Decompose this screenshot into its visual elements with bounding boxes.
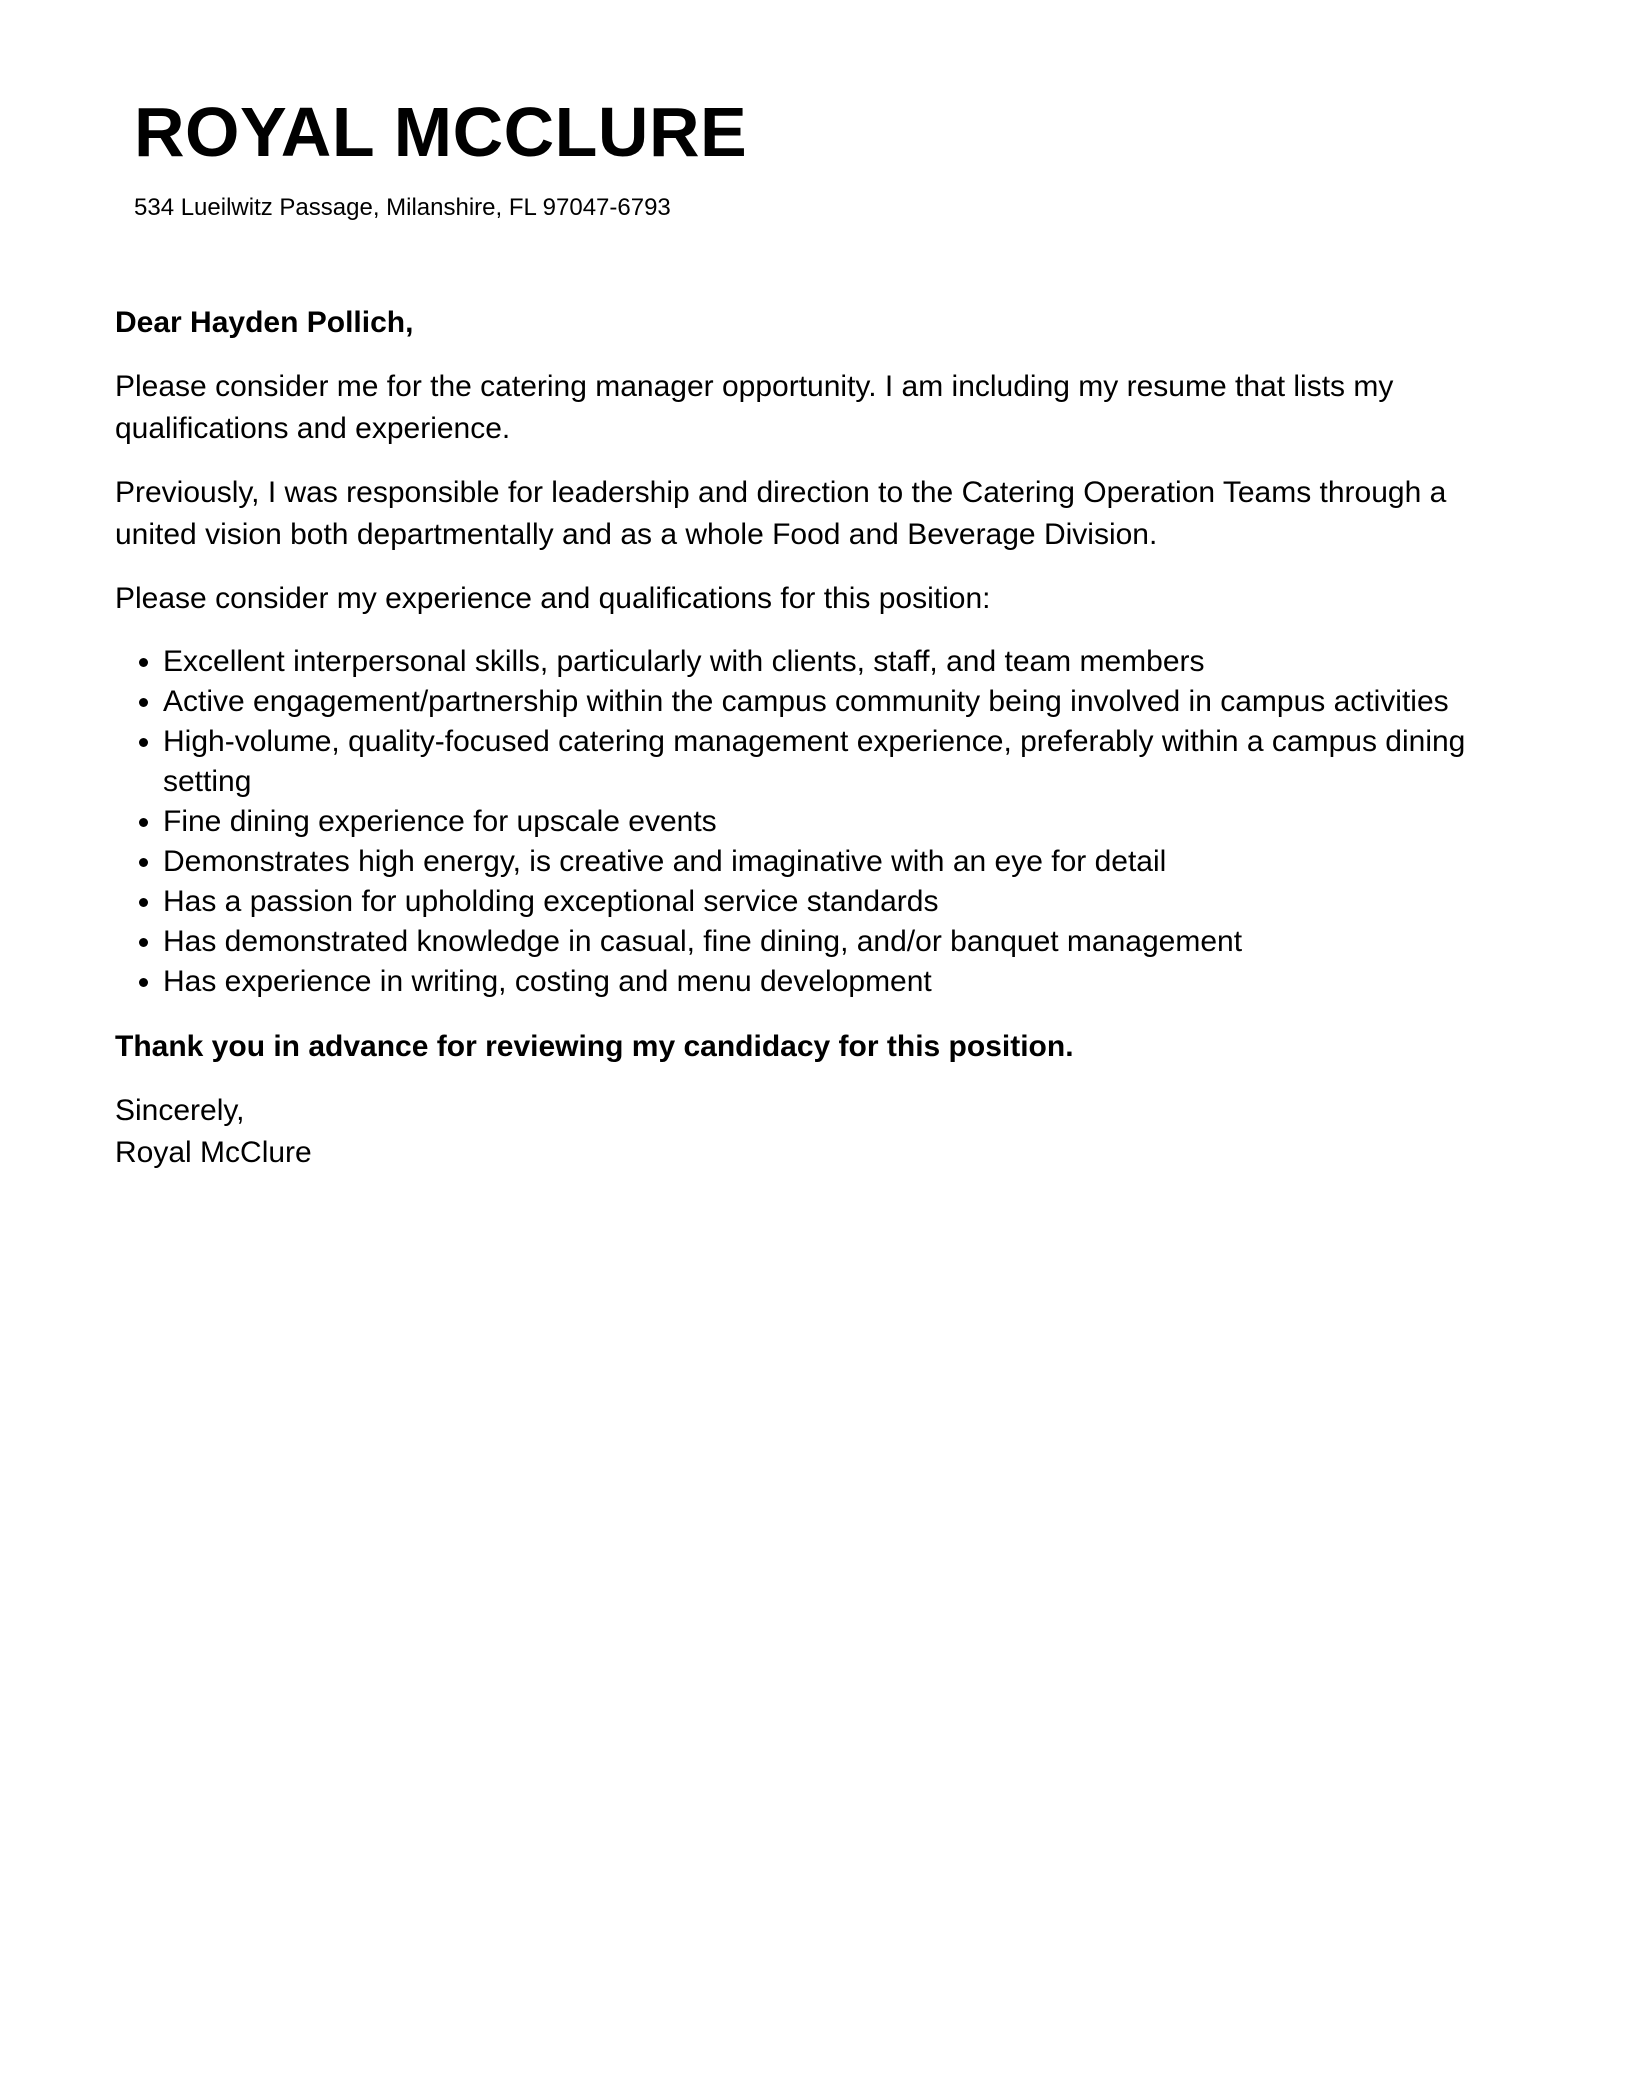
letter-header — [134, 92, 1334, 224]
paragraph-intro: Please consider me for the catering manager opportunity. I am including my resume that lists my qualifications and experience. — [115, 370, 1394, 445]
qualifications-list — [115, 642, 1515, 1002]
signature-name: Royal McClure — [115, 1136, 312, 1169]
paragraph-qualifications-lead: Please consider my experience and qualifications for this position: — [115, 582, 991, 615]
list-item: • High-volume, quality-focused catering management experience, preferably within a campus dining setting — [163, 722, 1515, 802]
greeting: Dear Hayden Pollich, — [115, 306, 414, 339]
list-item: • Active engagement/partnership within the campus community being involved in campus activities — [163, 682, 1515, 722]
signoff: Sincerely, — [115, 1094, 245, 1127]
paragraph-experience: Previously, I was responsible for leadership and direction to the Catering Operation Teams through a united vision both departmentally and as a whole Food and Beverage Division. — [115, 476, 1447, 551]
list-item: • Fine dining experience for upscale events — [163, 802, 1515, 842]
list-item: • Has demonstrated knowledge in casual, fine dining, and/or banquet management — [163, 922, 1515, 962]
list-item: • Has experience in writing, costing and menu development — [163, 962, 1515, 1002]
letter-body — [115, 302, 1515, 1174]
sender-address: 534 Lueilwitz Passage, Milanshire, FL 97047-6793 — [134, 194, 671, 221]
list-item: • Demonstrates high energy, is creative and imaginative with an eye for detail — [163, 842, 1515, 882]
closing-statement: Thank you in advance for reviewing my candidacy for this position. — [115, 1030, 1074, 1063]
list-item: • Has a passion for upholding exceptional service standards — [163, 882, 1515, 922]
sender-name: ROYAL MCCLURE — [134, 93, 748, 171]
list-item: • Excellent interpersonal skills, particularly with clients, staff, and team members — [163, 642, 1515, 682]
